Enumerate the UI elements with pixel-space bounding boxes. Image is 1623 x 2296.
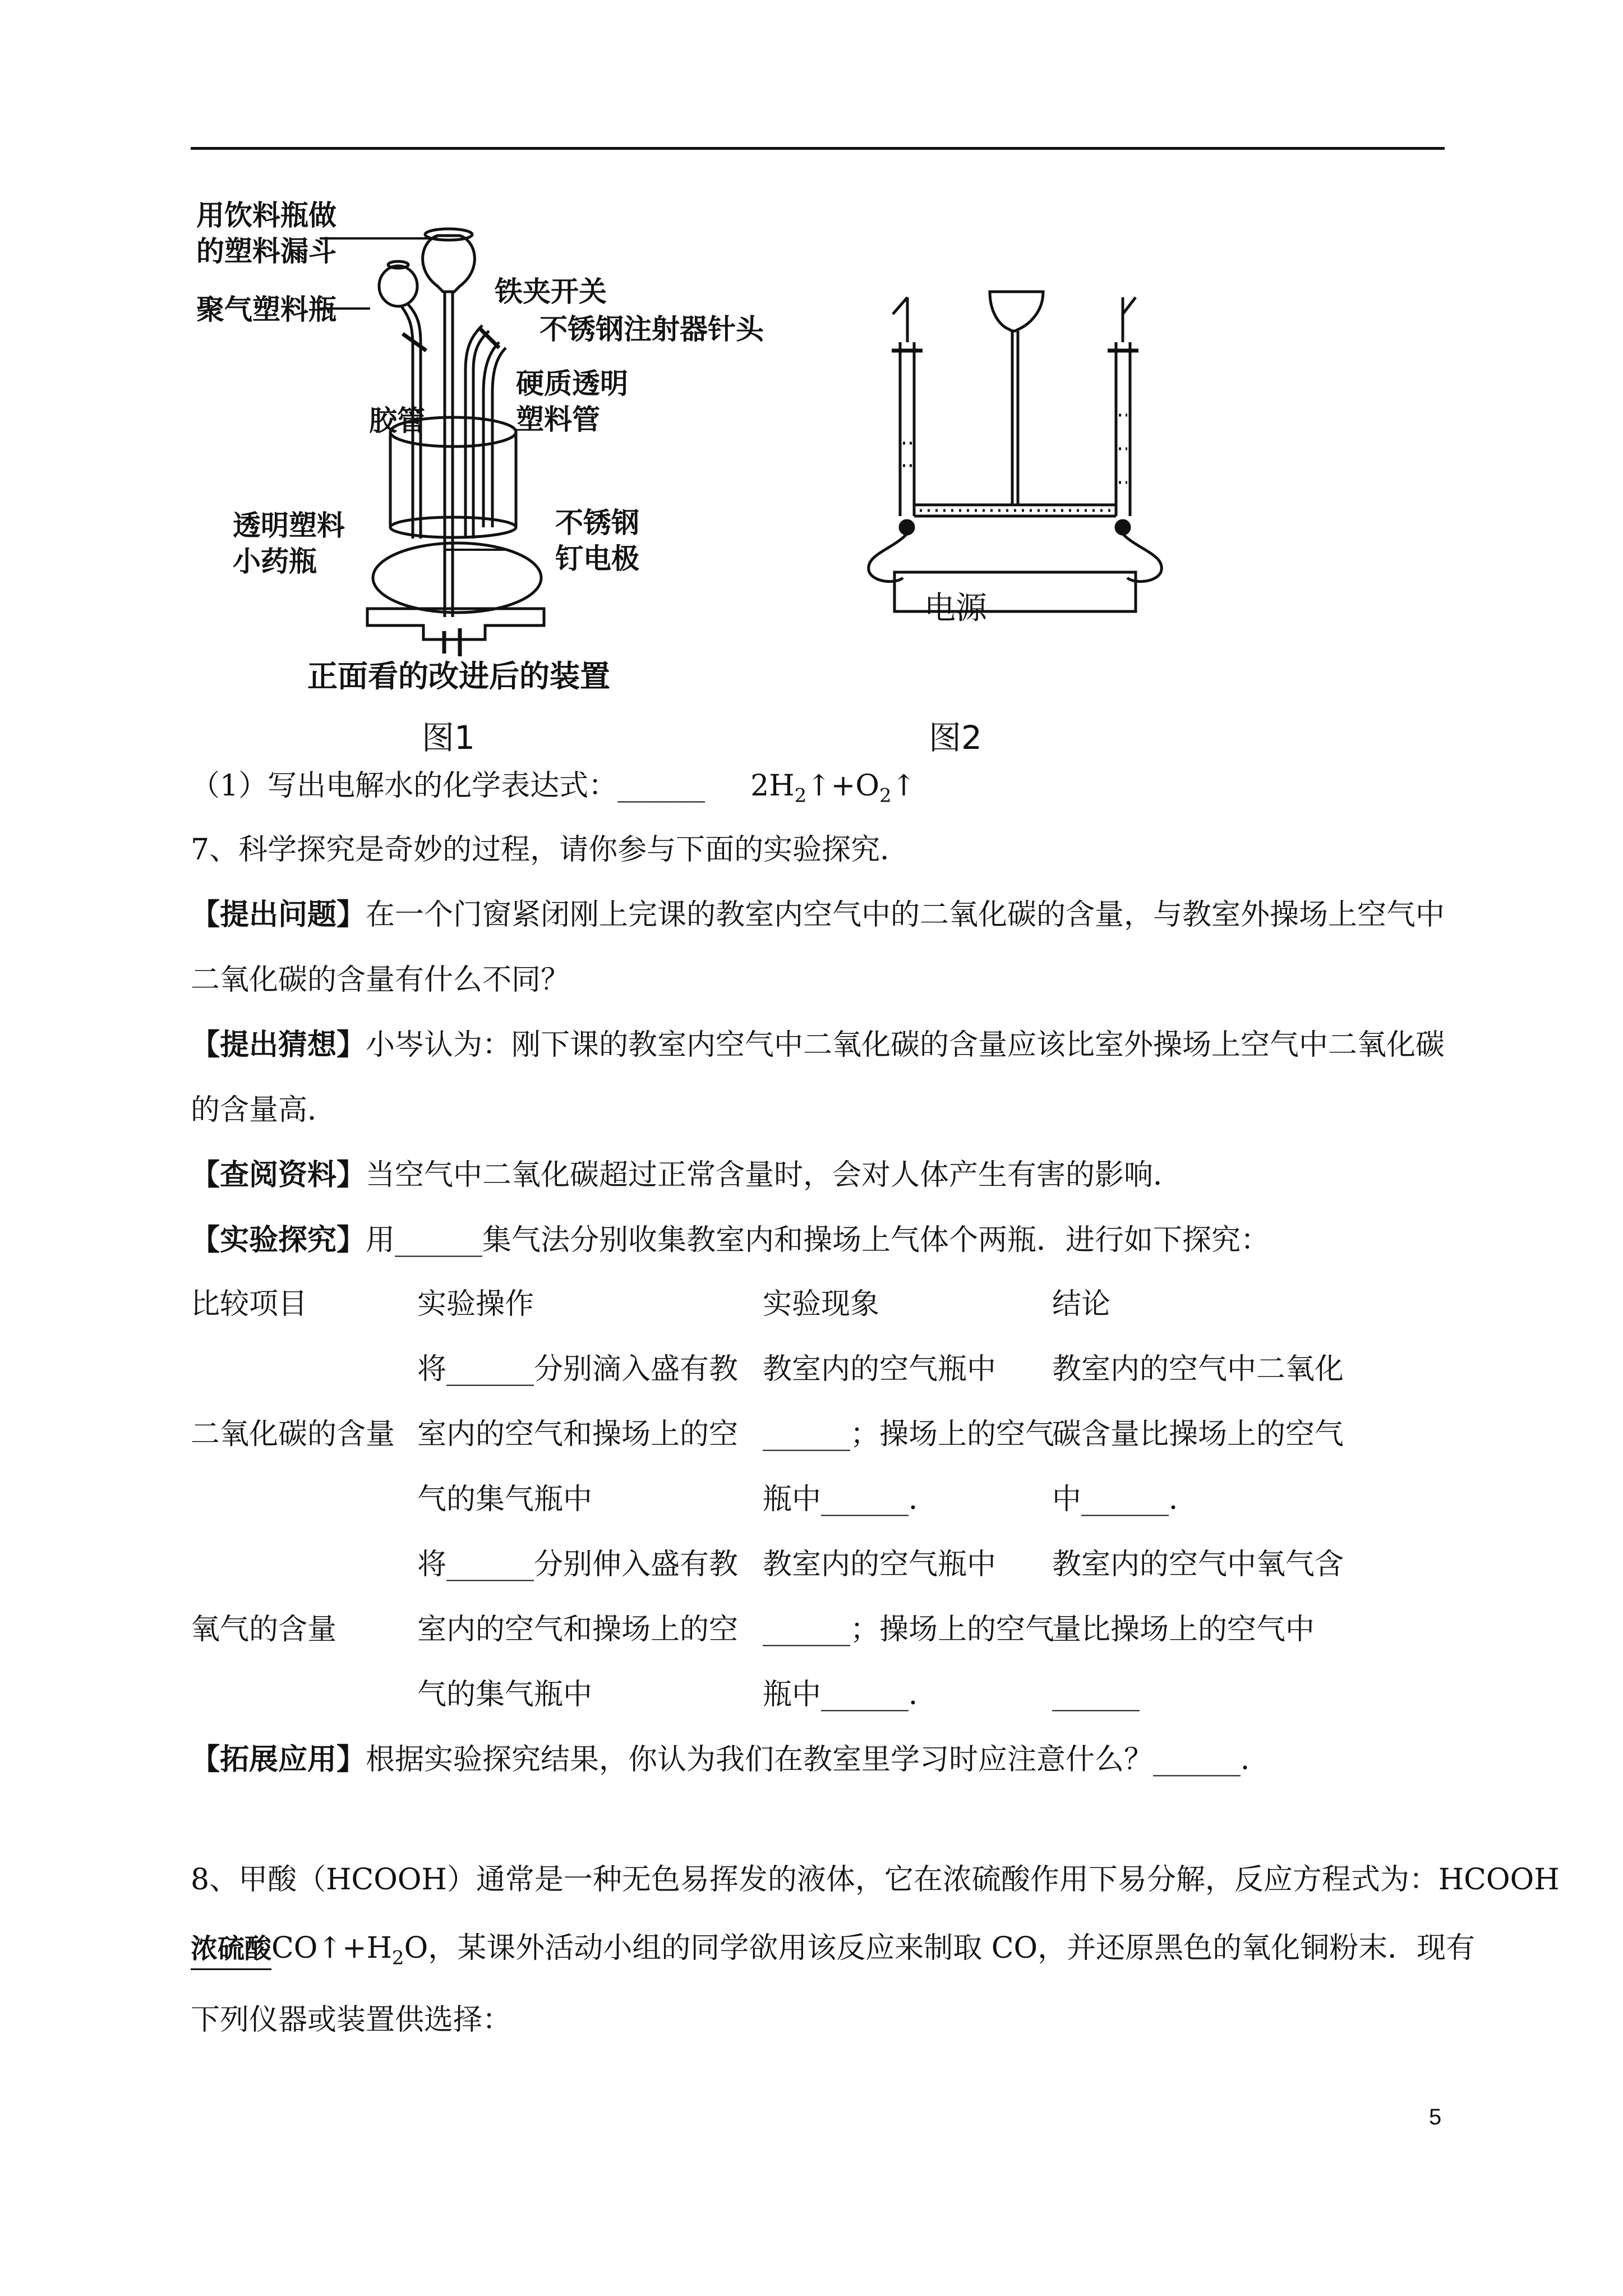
label-needle: 不锈钢注射器针头: [540, 313, 764, 346]
q7-question-text1: 在一个门窗紧闭刚上完课的教室内空气中的二氧化碳的含量，与教室外操场上空气中: [366, 898, 1445, 932]
q1-eq-sub2: 2: [879, 784, 892, 807]
table-header-concl: 结论: [1052, 1287, 1111, 1321]
q7-question-tag: 【提出问题】: [191, 898, 366, 932]
header-rule: [191, 147, 1445, 150]
q7-question-line1: [191, 895, 1445, 935]
table-row1-op-2: 室内的空气和操场上的空: [417, 1418, 739, 1451]
q1-eq-sub: 2: [794, 784, 807, 807]
q7-expand-line: [191, 1740, 1270, 1779]
q7-lookup-tag: 【查阅资料】: [191, 1158, 366, 1192]
q7-exp-text: 用______集气法分别收集教室内和操场上气体个两瓶．进行如下探究：: [366, 1223, 1270, 1257]
label-gas-bottle: 聚气塑料瓶: [196, 293, 336, 326]
q7-intro: 7、科学探究是奇妙的过程，请你参与下面的实验探究．: [191, 833, 910, 867]
table-header-item: 比较项目: [191, 1287, 308, 1321]
q8-line2-sub: 2: [391, 1947, 404, 1970]
q8-catalyst: 浓硫酸: [191, 1929, 271, 1970]
figure1-caption: 正面看的改进后的装置: [307, 659, 610, 694]
table-row2-concl-2: 量比操场上的空气中: [1052, 1613, 1315, 1646]
table-row2-phen-1: 教室内的空气瓶中: [763, 1548, 997, 1581]
table-row2-op-2: 室内的空气和操场上的空: [417, 1613, 739, 1646]
label-funnel: 用饮料瓶做 的塑料漏斗: [196, 199, 336, 268]
q8-line2-a: CO↑+H: [271, 1931, 392, 1965]
q7-guess-line1: [191, 1025, 1445, 1065]
q7-expand-tag: 【拓展应用】: [191, 1742, 366, 1777]
q1-eq-a: 2H: [750, 769, 795, 803]
label-electrode: 不锈钢 钉电极: [555, 507, 639, 575]
table-row2-phen-3: 瓶中______．: [763, 1678, 938, 1711]
q8-line1: 8、甲酸（HCOOH）通常是一种无色易挥发的液体，它在浓硫酸作用下易分解，反应方程式为：HCOOH: [191, 1863, 1560, 1897]
label-vial: 透明塑料 小药瓶: [233, 509, 345, 578]
table-row2-phen-2: ______；操场上的空气: [763, 1613, 1055, 1646]
table-row2-concl-3: ______: [1052, 1678, 1140, 1711]
q7-guess-line2: 的含量高．: [191, 1093, 337, 1127]
table-row2-item: 氧气的含量: [191, 1613, 337, 1646]
page-number: 5: [1429, 2105, 1442, 2129]
table-row2-op-1: 将______分别伸入盛有教: [417, 1548, 739, 1581]
table-row2-concl-1: 教室内的空气中氧气含: [1052, 1548, 1344, 1581]
table-row1-concl-2: 碳含量比操场上的空气: [1052, 1418, 1344, 1451]
figure2-power-label: 电源: [924, 590, 987, 627]
table-row1-phen-3: 瓶中______．: [763, 1483, 938, 1516]
figure1-title: 图1: [422, 719, 475, 757]
q7-exp-line: [191, 1221, 1270, 1260]
label-iron-clip: 铁夹开关: [495, 275, 607, 308]
q7-question-line2: 二氧化碳的含量有什么不同？: [191, 963, 570, 997]
figure2-title: 图2: [929, 719, 982, 757]
table-row2-op-3: 气的集气瓶中: [417, 1678, 593, 1711]
table-row1-item: 二氧化碳的含量: [191, 1418, 395, 1451]
table-header-phen: 实验现象: [763, 1287, 880, 1321]
q7-lookup-text: 当空气中二氧化碳超过正常含量时，会对人体产生有害的影响．: [366, 1158, 1183, 1192]
q1-eq-b: ↑+O: [806, 769, 880, 803]
q7-lookup-line: [191, 1156, 1182, 1195]
q8-line2-b: O，某课外活动小组的同学欲用该反应来制取 CO，并还原黑色的氧化铜粉末．现有: [404, 1931, 1476, 1965]
label-hard-tube: 硬质透明 塑料管: [516, 367, 628, 436]
table-row1-phen-1: 教室内的空气瓶中: [763, 1352, 997, 1386]
table-header-op: 实验操作: [417, 1287, 534, 1321]
table-row1-concl-1: 教室内的空气中二氧化: [1052, 1352, 1344, 1386]
label-rubber-tube: 胶管: [369, 404, 425, 437]
table-row1-concl-3: 中______．: [1052, 1483, 1198, 1516]
q7-guess-text1: 小岑认为：刚下课的教室内空气中二氧化碳的含量应该比室外操场上空气中二氧化碳: [366, 1028, 1445, 1062]
q8-line2: [191, 1929, 1475, 1977]
q1-eq-c: ↑: [891, 769, 916, 803]
figure2-apparatus: [858, 280, 1172, 639]
q1-text: （1）写出电解水的化学表达式：______: [191, 769, 706, 803]
table-row1-op-3: 气的集气瓶中: [417, 1483, 593, 1516]
table-row1-phen-2: ______；操场上的空气: [763, 1418, 1055, 1451]
q7-expand-text: 根据实验探究结果，你认为我们在教室里学习时应注意什么？______．: [366, 1743, 1270, 1777]
q7-exp-tag: 【实验探究】: [191, 1223, 366, 1257]
table-row1-op-1: 将______分别滴入盛有教: [417, 1352, 739, 1386]
q1-line: [191, 766, 916, 815]
q8-line3: 下列仪器或装置供选择：: [191, 2003, 512, 2037]
q7-guess-tag: 【提出猜想】: [191, 1028, 366, 1062]
